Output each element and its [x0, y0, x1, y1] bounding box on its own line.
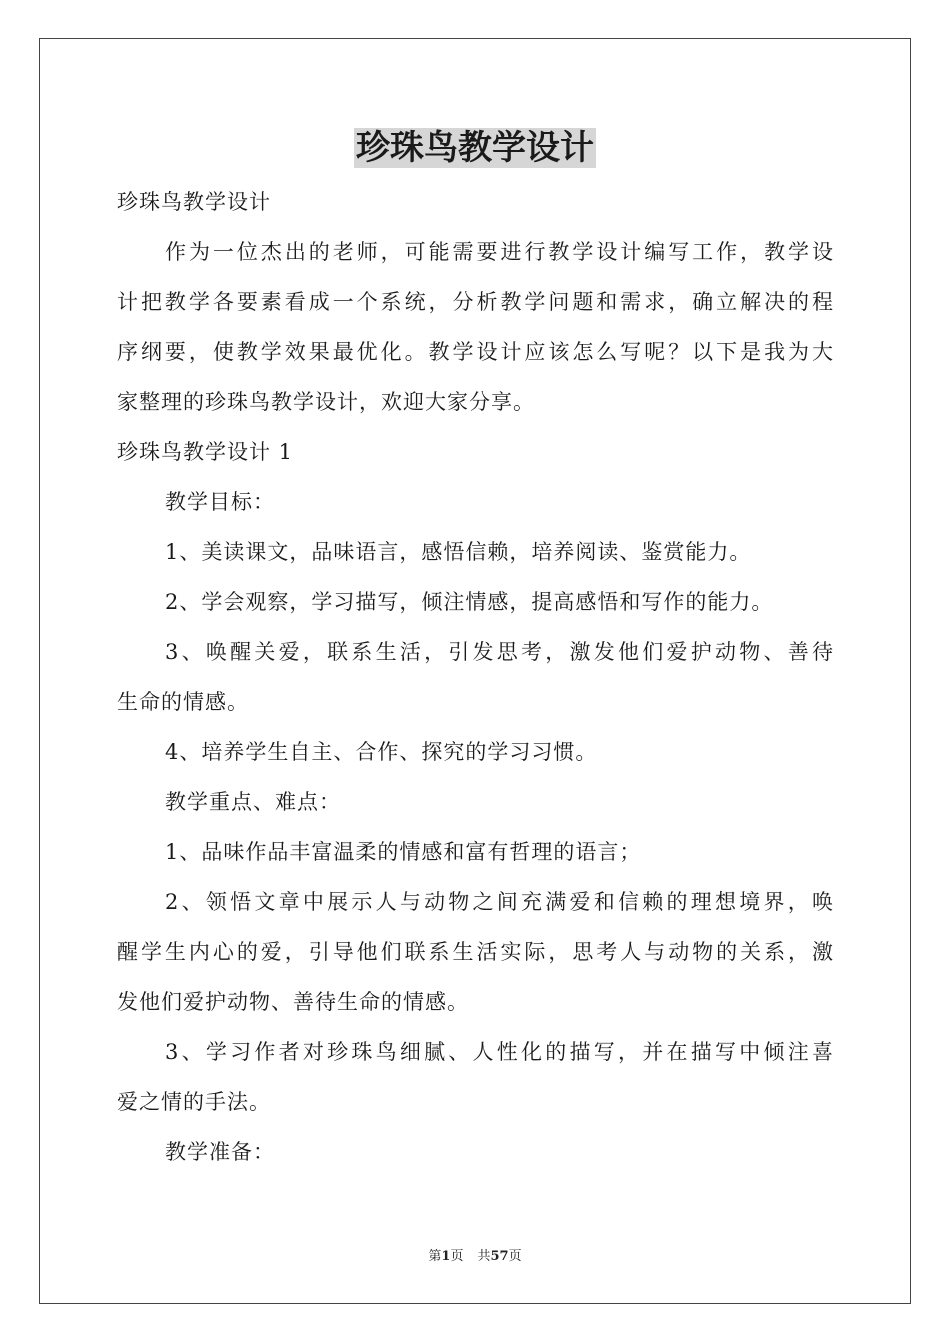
text-line: 作为一位杰出的老师，可能需要进行教学设计编写工作，教学设	[165, 240, 833, 264]
text-line: 发他们爱护动物、善待生命的情感。	[117, 990, 469, 1014]
text-line: 家整理的珍珠鸟教学设计，欢迎大家分享。	[117, 390, 535, 414]
text-line: 2、领悟文章中展示人与动物之间充满爱和信赖的理想境界，唤	[165, 890, 833, 914]
text-line: 珍珠鸟教学设计 1	[117, 440, 294, 464]
text-line: 计把教学各要素看成一个系统，分析教学问题和需求，确立解决的程	[117, 290, 833, 314]
footer-page-prefix: 第	[428, 1249, 442, 1264]
text-line: 2、学会观察，学习描写，倾注情感，提高感悟和写作的能力。	[165, 590, 774, 614]
text-line: 珍珠鸟教学设计	[117, 190, 271, 214]
document-title	[0, 124, 950, 172]
text-line: 4、培养学生自主、合作、探究的学习习惯。	[165, 740, 598, 764]
document-body	[117, 177, 833, 1177]
text-line: 醒学生内心的爱，引导他们联系生活实际，思考人与动物的关系，激	[117, 940, 833, 964]
footer-total-suffix: 页	[508, 1249, 522, 1264]
footer-page-number: 1	[441, 1249, 451, 1264]
footer-page-suffix: 页	[450, 1249, 464, 1264]
document-title-text: 珍珠鸟教学设计	[356, 128, 594, 168]
text-line: 1、品味作品丰富温柔的情感和富有哲理的语言；	[165, 840, 642, 864]
text-line: 生命的情感。	[117, 690, 249, 714]
footer-total-prefix: 共	[477, 1249, 491, 1264]
text-line: 序纲要，使教学效果最优化。教学设计应该怎么写呢？以下是我为大	[117, 340, 833, 364]
text-line: 1、美读课文，品味语言，感悟信赖，培养阅读、鉴赏能力。	[165, 540, 752, 564]
text-line: 教学重点、难点：	[165, 790, 341, 814]
text-line: 爱之情的手法。	[117, 1090, 271, 1114]
page-footer	[0, 1247, 950, 1267]
text-line: 教学目标：	[165, 490, 275, 514]
text-line: 教学准备：	[165, 1140, 275, 1164]
text-line: 3、学习作者对珍珠鸟细腻、人性化的描写，并在描写中倾注喜	[165, 1040, 833, 1064]
text-line: 3、唤醒关爱，联系生活，引发思考，激发他们爱护动物、善待	[165, 640, 833, 664]
footer-total-pages: 57	[490, 1249, 509, 1264]
